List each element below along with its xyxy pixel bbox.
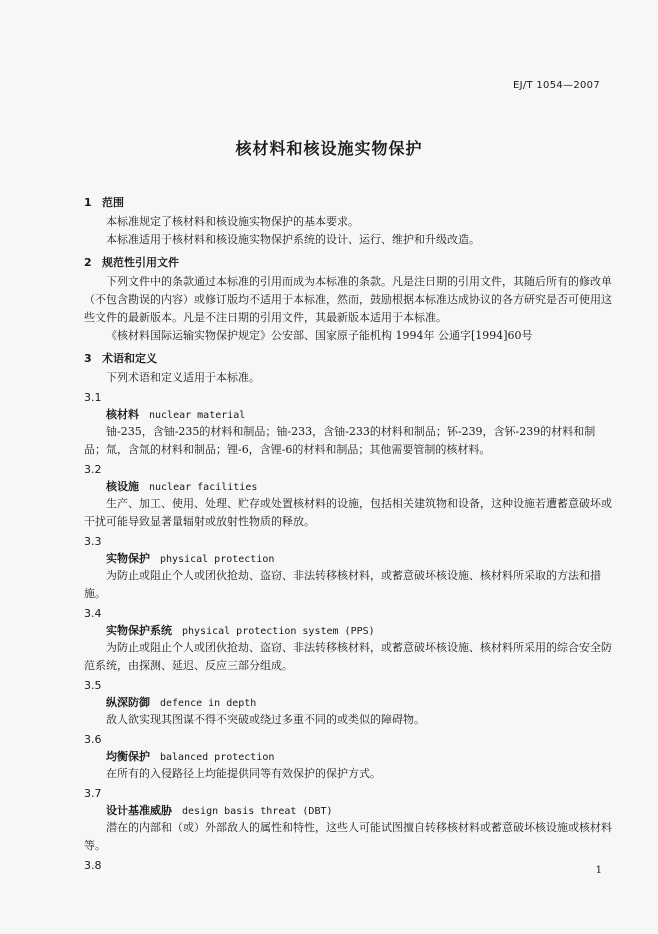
- section-number: 1: [84, 196, 92, 209]
- term-definition: 在所有的入侵路径上均能提供同等有效保护的保护方式。: [106, 767, 381, 780]
- term-zh: 核材料: [106, 408, 139, 421]
- term-zh: 均衡保护: [106, 750, 150, 763]
- term-name: [84, 622, 614, 639]
- term-definition: 潜在的内部和（或）外部敌人的属性和特性，这些人可能试图擅自转移核材料或蓄意破坏核设施或核材料等。: [84, 821, 612, 852]
- term-name: [84, 406, 614, 423]
- term-zh: 核设施: [106, 480, 139, 493]
- term-number: 3.1: [84, 391, 102, 404]
- paragraph: 本标准规定了核材料和核设施实物保护的基本要求。: [106, 215, 359, 228]
- section-number: 3: [84, 352, 92, 365]
- term-definition: 敌人欲实现其图谋不得不突破或绕过多重不同的或类似的障碍物。: [106, 713, 425, 726]
- paragraph: 本标准适用于核材料和核设施实物保护系统的设计、运行、维护和升级改造。: [106, 233, 480, 246]
- term-number: 3.2: [84, 463, 102, 476]
- term-name: [84, 694, 614, 711]
- term-definition: 为防止或阻止个人或团伙抢劫、盗窃、非法转移核材料，或蓄意破坏核设施、核材料所采取的方法和措施。: [84, 569, 601, 600]
- term-definition: 铀-235，含铀-235的材料和制品；铀-233，含铀-233的材料和制品；钚-239，含钚-239的材料和制品；氚，含氚的材料和制品；锂-6，含锂-6的材料和制品；其他需要管制的核材料。: [84, 425, 596, 456]
- term-zh: 设计基准威胁: [106, 804, 172, 817]
- document-body: [84, 189, 614, 874]
- term-number: 3.3: [84, 535, 102, 548]
- term-en: balanced protection: [160, 752, 275, 763]
- section-title: 范围: [102, 196, 124, 209]
- term-number: 3.4: [84, 607, 102, 620]
- term-name: [84, 550, 614, 567]
- term-en: physical protection system (PPS): [182, 626, 375, 637]
- term-en: nuclear facilities: [149, 482, 258, 493]
- term-number: 3.6: [84, 733, 102, 746]
- term-en: physical protection: [160, 554, 275, 565]
- term-number: 3.7: [84, 787, 102, 800]
- term-en: defence in depth: [160, 698, 257, 709]
- section-title: 术语和定义: [102, 352, 157, 365]
- term-name: [84, 478, 614, 495]
- section-heading-scope: [84, 193, 614, 213]
- term-zh: 实物保护: [106, 552, 150, 565]
- term-definition: 生产、加工、使用、处理、贮存或处置核材料的设施，包括相关建筑物和设备，这种设施若遭蓄意破坏或干扰可能导致显著量辐射或放射性物质的释放。: [84, 497, 612, 528]
- term-zh: 实物保护系统: [106, 624, 172, 637]
- paragraph: 下列文件中的条款通过本标准的引用而成为本标准的条款。凡是注日期的引用文件，其随后所有的修改单（不包含勘误的内容）或修订版均不适用于本标准，然而，鼓励根据本标准达成协议的各方研究是否可使用这些文件的最新版本。凡是不注日期的引用文件，其最新版本适用于本标准。: [84, 275, 612, 324]
- section-heading-terms: [84, 349, 614, 369]
- term-en: nuclear material: [149, 410, 246, 421]
- term-name: [84, 748, 614, 765]
- paragraph: 《核材料国际运输实物保护规定》公安部、国家原子能机构 1994年 公通字[1994]60号: [106, 329, 533, 342]
- term-number: 3.8: [84, 859, 102, 872]
- section-title: 规范性引用文件: [102, 256, 179, 269]
- page-number: 1: [595, 865, 602, 876]
- standard-number: EJ/T 1054—2007: [512, 80, 600, 91]
- document-title: 核材料和核设施实物保护: [235, 139, 423, 158]
- term-en: design basis threat (DBT): [182, 806, 333, 817]
- term-zh: 纵深防御: [106, 696, 150, 709]
- term-number: 3.5: [84, 679, 102, 692]
- paragraph: 下列术语和定义适用于本标准。: [106, 371, 260, 384]
- section-heading-normative-references: [84, 253, 614, 273]
- section-number: 2: [84, 256, 92, 269]
- term-name: [84, 802, 614, 819]
- term-definition: 为防止或阻止个人或团伙抢劫、盗窃、非法转移核材料，或蓄意破坏核设施、核材料所采用的综合安全防范系统，由探测、延迟、反应三部分组成。: [84, 641, 612, 672]
